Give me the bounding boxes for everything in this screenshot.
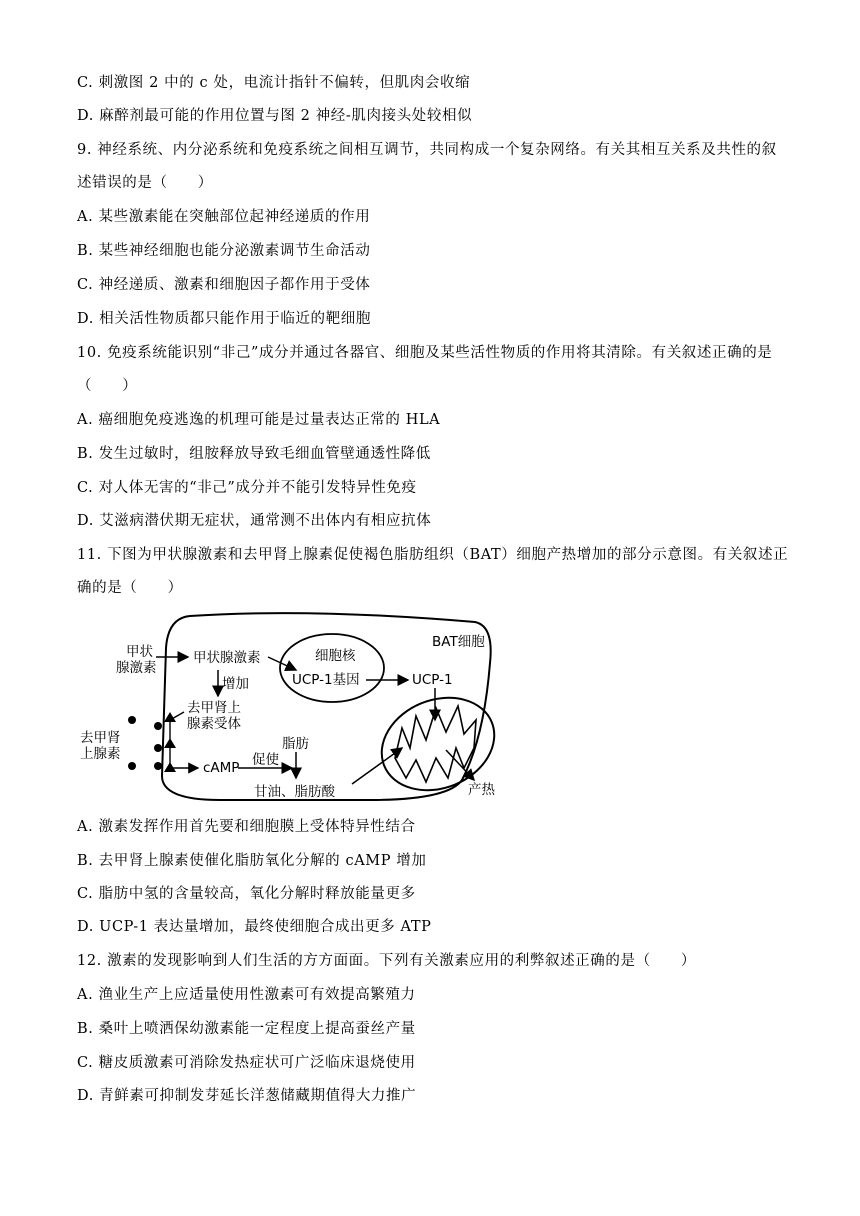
option-10b: B. 发生过敏时，组胺释放导致毛细血管壁通透性降低 — [77, 446, 431, 462]
label-receptor-2: 腺素受体 — [187, 716, 241, 732]
ne-dot-3 — [154, 762, 162, 770]
label-ne-1: 去甲肾 — [80, 730, 121, 746]
question-10-stem-cont: （ ） — [77, 378, 138, 394]
option-10c: C. 对人体无害的“非己”成分并不能引发特异性免疫 — [77, 480, 417, 496]
bat-cell-diagram — [70, 608, 510, 808]
option-11d: D. UCP-1 表达量增加，最终使细胞合成出更多 ATP — [77, 919, 432, 935]
option-11c: C. 脂肪中氢的含量较高，氧化分解时释放能量更多 — [77, 886, 416, 902]
question-12-stem: 12. 激素的发现影响到人们生活的方方面面。下列有关激素应用的利弊叙述正确的是（ ） — [77, 953, 696, 969]
label-increase: 增加 — [222, 676, 249, 692]
label-fat: 脂肪 — [282, 736, 309, 752]
option-10a: A. 癌细胞免疫逃逸的机理可能是过量表达正常的 HLA — [77, 412, 441, 428]
ne-dot-2 — [154, 744, 162, 752]
label-ucp1: UCP-1 — [412, 672, 453, 688]
label-promote: 促使 — [252, 752, 279, 768]
line-d8: D. 麻醉剂最可能的作用位置与图 2 神经-肌肉接头处较相似 — [77, 108, 473, 124]
receptor-triangle-3 — [164, 762, 176, 772]
option-12a: A. 渔业生产上应适量使用性激素可有效提高繁殖力 — [77, 987, 416, 1003]
label-heat: 产热 — [468, 782, 495, 798]
option-9a: A. 某些激素能在突触部位起神经递质的作用 — [77, 209, 371, 225]
question-9-stem: 9. 神经系统、内分泌系统和免疫系统之间相互调节，共同构成一个复杂网络。有关其相互关系及共性的叙 — [77, 142, 777, 158]
line-c8: C. 刺激图 2 中的 c 处，电流计指针不偏转，但肌肉会收缩 — [77, 75, 471, 91]
nucleus-shape — [280, 634, 384, 702]
label-bat-cell: BAT细胞 — [432, 634, 485, 650]
label-nucleus: 细胞核 — [315, 648, 356, 664]
question-10-stem: 10. 免疫系统能识别“非己”成分并通过各器官、细胞及某些活性物质的作用将其清除。有关叙述正确的是 — [77, 345, 773, 361]
option-9d: D. 相关活性物质都只能作用于临近的靶细胞 — [77, 311, 371, 327]
ne-dot-1 — [154, 722, 162, 730]
label-glycerol: 甘油、脂肪酸 — [254, 784, 335, 800]
question-11-stem-cont: 确的是（ ） — [77, 580, 183, 596]
option-12c: C. 糖皮质激素可消除发热症状可广泛临床退烧使用 — [77, 1055, 416, 1071]
option-12d: D. 青鲜素可抑制发芽延长洋葱储藏期值得大力推广 — [77, 1088, 417, 1104]
ne-dot-5 — [128, 762, 136, 770]
receptor-triangle-2 — [164, 738, 176, 748]
label-receptor-1: 去甲肾上 — [187, 700, 241, 716]
option-11b: B. 去甲肾上腺素使催化脂肪氧化分解的 cAMP 增加 — [77, 853, 427, 869]
option-12b: B. 桑叶上喷洒保幼激素能一定程度上提高蚕丝产量 — [77, 1021, 416, 1037]
label-thyroid-inside: 甲状腺激素 — [193, 650, 261, 666]
label-thyroid-outside-1: 甲状 — [126, 644, 153, 660]
option-9c: C. 神经递质、激素和细胞因子都作用于受体 — [77, 277, 371, 293]
label-ne-2: 上腺素 — [80, 746, 121, 762]
ne-dot-4 — [128, 716, 136, 724]
option-10d: D. 艾滋病潜伏期无症状，通常测不出体内有相应抗体 — [77, 513, 432, 529]
question-9-stem-cont: 述错误的是（ ） — [77, 175, 213, 191]
label-ucp1-gene: UCP-1基因 — [292, 672, 360, 688]
option-9b: B. 某些神经细胞也能分泌激素调节生命活动 — [77, 243, 371, 259]
label-camp: cAMP — [203, 760, 240, 776]
option-11a: A. 激素发挥作用首先要和细胞膜上受体特异性结合 — [77, 819, 416, 835]
question-11-stem: 11. 下图为甲状腺激素和去甲肾上腺素促使褐色脂肪组织（BAT）细胞产热增加的部分示意图。有关叙述正 — [77, 547, 789, 563]
label-thyroid-outside-2: 腺激素 — [116, 660, 157, 676]
